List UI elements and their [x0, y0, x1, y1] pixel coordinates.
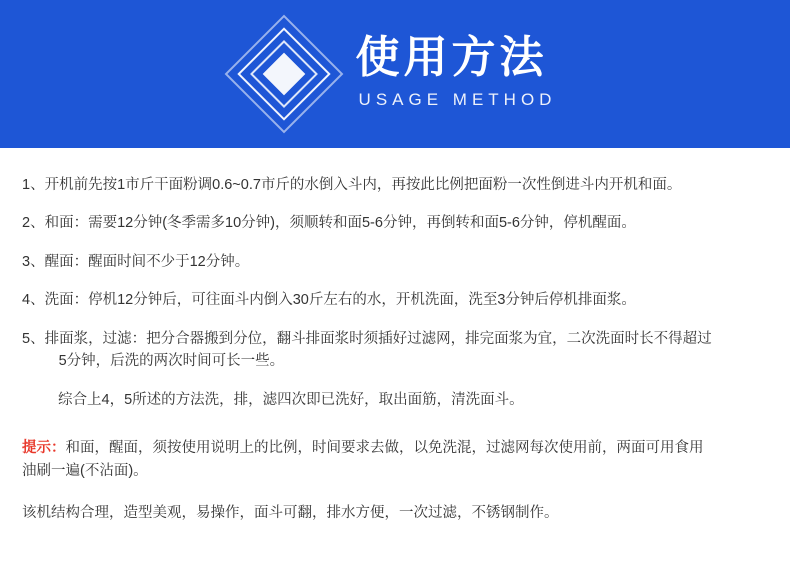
step-number: 2、: [22, 215, 45, 232]
step-number: 3、: [22, 253, 45, 270]
header-banner: [0, 0, 790, 148]
step-text-line2: 5分钟，后洗的两次时间可长一些。: [58, 353, 285, 370]
instruction-step: [22, 174, 768, 196]
instruction-step: [22, 289, 768, 311]
step-text: 醒面：醒面时间不少于12分钟。: [44, 253, 250, 270]
step-text: 和面：需要12分钟(冬季需多10分钟)，须顺转和面5-6分钟，再倒转和面5-6分钟，停机醒面。: [44, 215, 636, 232]
instruction-step: [22, 328, 768, 373]
tip-label: 提示：: [22, 440, 66, 457]
page-title-en: USAGE METHOD: [358, 90, 557, 110]
summary-note: 综合上4，5所述的方法洗，排，滤四次即已洗好，取出面筋，清洗面斗。: [58, 391, 524, 408]
instruction-step: [22, 212, 768, 234]
instruction-step: [22, 251, 768, 273]
step-number: 4、: [22, 292, 45, 309]
closing-paragraph: 该机结构合理，造型美观，易操作，面斗可翻，排水方便，一次过滤，不锈钢制作。: [22, 504, 559, 521]
tip-line2: 油刷一遍(不沾面)。: [22, 463, 148, 480]
banner-content: [234, 24, 557, 120]
step-text: 洗面：停机12分钟后，可往面斗内倒入30斤左右的水，开机洗面，洗至3分钟后停机排面浆。: [44, 292, 636, 309]
step-text-line1: 排面浆，过滤：把分合器搬到分位，翻斗排面浆时须插好过滤网，排完面浆为宜，二次洗面时长不得超过: [44, 330, 712, 347]
step-number: 1、: [22, 177, 45, 193]
page-title-cn: 使用方法: [355, 32, 548, 82]
title-block: [356, 34, 557, 110]
step-number: 5、: [22, 330, 45, 347]
instructions-content: [0, 148, 790, 525]
step-text: 开机前先按1市斤干面粉调0.6~0.7市斤的水倒入斗内，再按此比例把面粉一次性倒进斗内开机和面。: [44, 177, 682, 193]
tip-paragraph: [22, 437, 768, 483]
tip-line1: 和面，醒面，须按使用说明上的比例，时间要求去做，以免洗混，过滤网每次使用前，两面可用食用: [65, 440, 704, 457]
step-text: [45, 328, 768, 373]
diamond-logo-icon: [234, 24, 330, 120]
banner-inner: [0, 0, 790, 148]
